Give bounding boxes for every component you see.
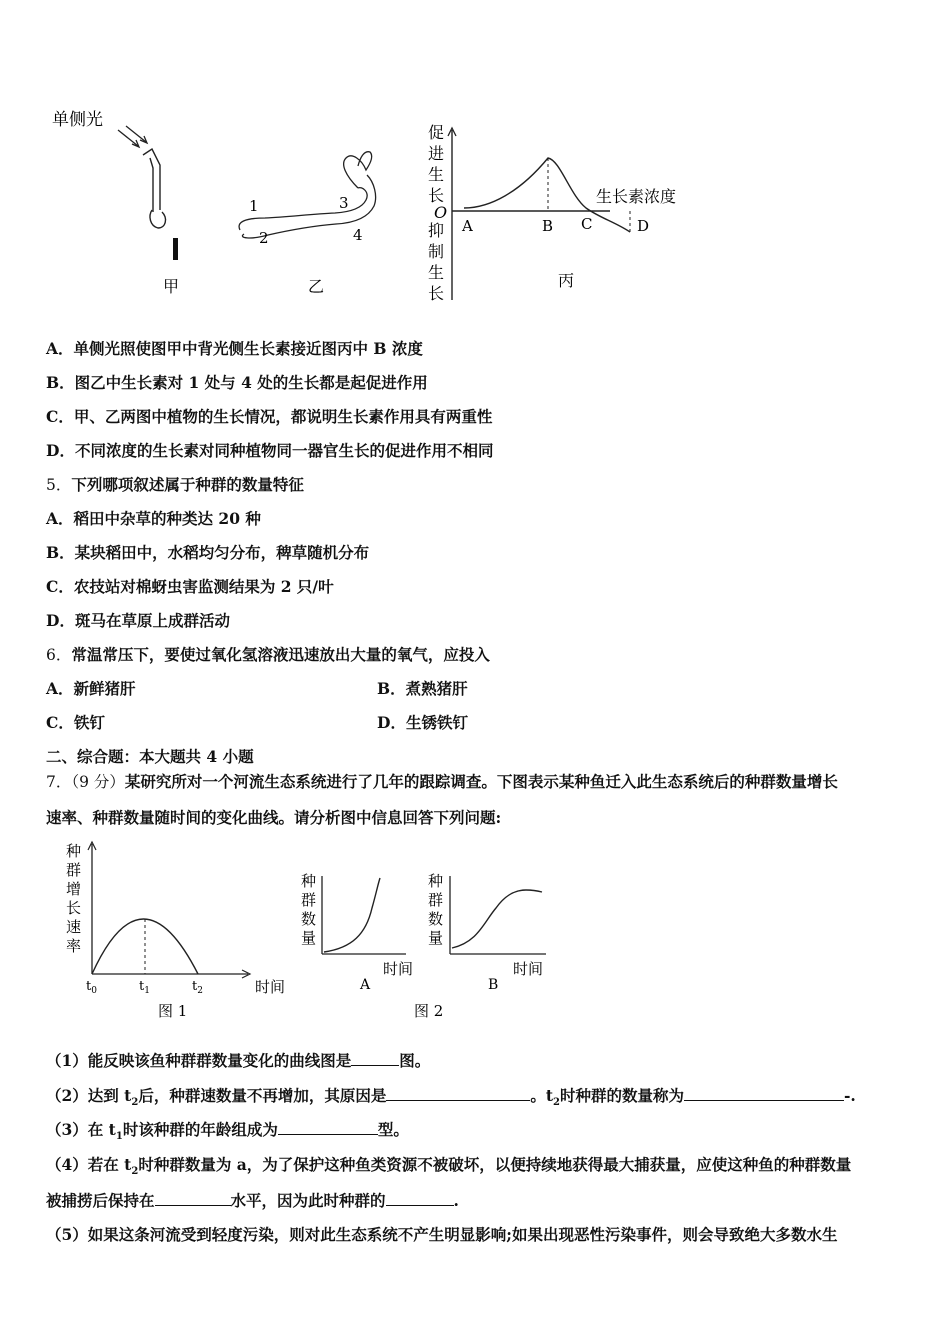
yi-caption: 乙 [308,277,325,296]
q5-option-a[interactable]: A．稻田中杂草的种类达 20 种 [46,509,261,528]
q7-sub4-blank2[interactable] [386,1191,454,1206]
q7-sub2-blank1[interactable] [386,1086,530,1101]
figure-yi [239,152,376,296]
fig2b-y-label: 种群数量 [428,872,444,947]
q7-sub4-cont: 被捕捞后保持在 水平，因为此时种群的 . [46,1191,459,1210]
q6-option-b[interactable]: B．煮熟猪肝 [377,679,468,698]
jia-light-label: 单侧光 [52,110,103,130]
fig1-tick-t1: $t_1$ [139,979,150,996]
q6-stem: 6．常温常压下，要使过氧化氢溶液迅速放出大量的氧气，应投入 [46,645,490,664]
bing-point-c: C [581,215,593,233]
yi-label-3: 3 [339,194,349,212]
q6-option-d[interactable]: D．生锈铁钉 [377,713,468,732]
bing-y-top-label: 促进生长 [428,123,445,205]
q7-sub2-blank2[interactable] [684,1086,844,1101]
fig2a-y-label: 种群数量 [301,872,317,947]
fig2-caption: 图 2 [414,1002,444,1020]
figure-jia [52,110,179,296]
bing-point-d: D [637,217,650,235]
seedling-base [173,238,178,260]
q4-option-a[interactable]: A．单侧光照使图甲中背光侧生长素接近图丙中 B 浓度 [46,339,423,358]
fig2a-panel-label: A [360,977,371,993]
q7-sub1-blank[interactable] [351,1051,399,1066]
yi-label-2: 2 [259,229,269,247]
fig1-tick-t2: $t_2$ [192,979,203,996]
q4-option-b[interactable]: B．图乙中生长素对 1 处与 4 处的生长都是起促进作用 [46,373,428,392]
q7-sub3: （3）在 $t_1$时该种群的年龄组成为 型。 [46,1120,409,1143]
population-figure [60,838,560,1028]
q5-option-b[interactable]: B．某块稻田中，水稻均匀分布，稗草随机分布 [46,543,370,562]
q6-option-c[interactable]: C．铁钉 [46,713,105,732]
bing-x-label: 生长素浓度 [596,187,677,206]
jia-caption: 甲 [163,277,180,296]
fig2a-curve [324,878,380,952]
fig2a-x-label: 时间 [383,960,414,978]
bing-point-b: B [542,217,554,235]
fig1-caption: 图 1 [158,1002,188,1020]
fig1 [66,842,285,1020]
q7-sub2: （2）达到 $t_2$后，种群速数量不再增加，其原因是 。$t_2$时种群的数量称为 -. [46,1086,856,1109]
q7-stem-line1: 7．（9 分）某研究所对一个河流生态系统进行了几年的跟踪调查。下图表示某种鱼迁入此生态系统后的种群数量增长 [46,772,838,791]
q7-sub1: （1）能反映该鱼种群群数量变化的曲线图是 图。 [46,1051,431,1070]
fig1-x-label: 时间 [255,978,286,996]
q4-option-d[interactable]: D．不同浓度的生长素对同种植物同一器官生长的促进作用不相同 [46,441,494,460]
q5-stem: 5．下列哪项叙述属于种群的数量特征 [46,475,304,494]
light-arrows-icon [118,126,147,147]
bing-caption: 丙 [558,271,575,290]
fig2-panel-b [428,872,546,993]
q7-sub4: （4）若在 $t_2$时种群数量为 a，为了保护这种鱼类资源不被破坏，以便持续地获得最大捕获量，应使这种鱼的种群数量 [46,1155,852,1178]
bing-point-a: A [462,217,473,235]
q7-sub3-blank[interactable] [278,1120,378,1135]
figure-bing [428,123,676,303]
q7-sub4-blank1[interactable] [155,1191,231,1206]
section2-title: 二、综合题：本大题共 4 小题 [46,747,254,766]
fig1-y-label: 种群增长速率 [66,842,82,955]
fig1-tick-t0: $t_0$ [86,979,97,996]
seedling-jia-icon [143,149,165,228]
fig2b-curve [452,890,542,948]
bing-origin-label: O [434,203,448,222]
yi-label-1: 1 [249,197,259,215]
fig2b-x-label: 时间 [513,960,544,978]
q6-option-a[interactable]: A．新鲜猪肝 [46,679,136,698]
q4-option-c[interactable]: C．甲、乙两图中植物的生长情况，都说明生长素作用具有两重性 [46,407,493,426]
q7-sub5: （5）如果这条河流受到轻度污染，则对此生态系统不产生明显影响;如果出现恶性污染事件，则会导致绝大多数水生 [46,1225,838,1244]
fig2-panel-a [301,872,413,993]
auxin-figure [40,100,720,305]
q5-option-c[interactable]: C．农技站对棉蚜虫害监测结果为 2 只/叶 [46,577,334,596]
fig2b-panel-label: B [488,977,499,993]
q5-option-d[interactable]: D．斑马在草原上成群活动 [46,611,230,630]
q7-stem-line2: 速率、种群数量随时间的变化曲线。请分析图中信息回答下列问题: [46,808,502,827]
yi-label-4: 4 [353,226,363,244]
bing-y-bottom-label: 抑制生长 [428,221,445,303]
